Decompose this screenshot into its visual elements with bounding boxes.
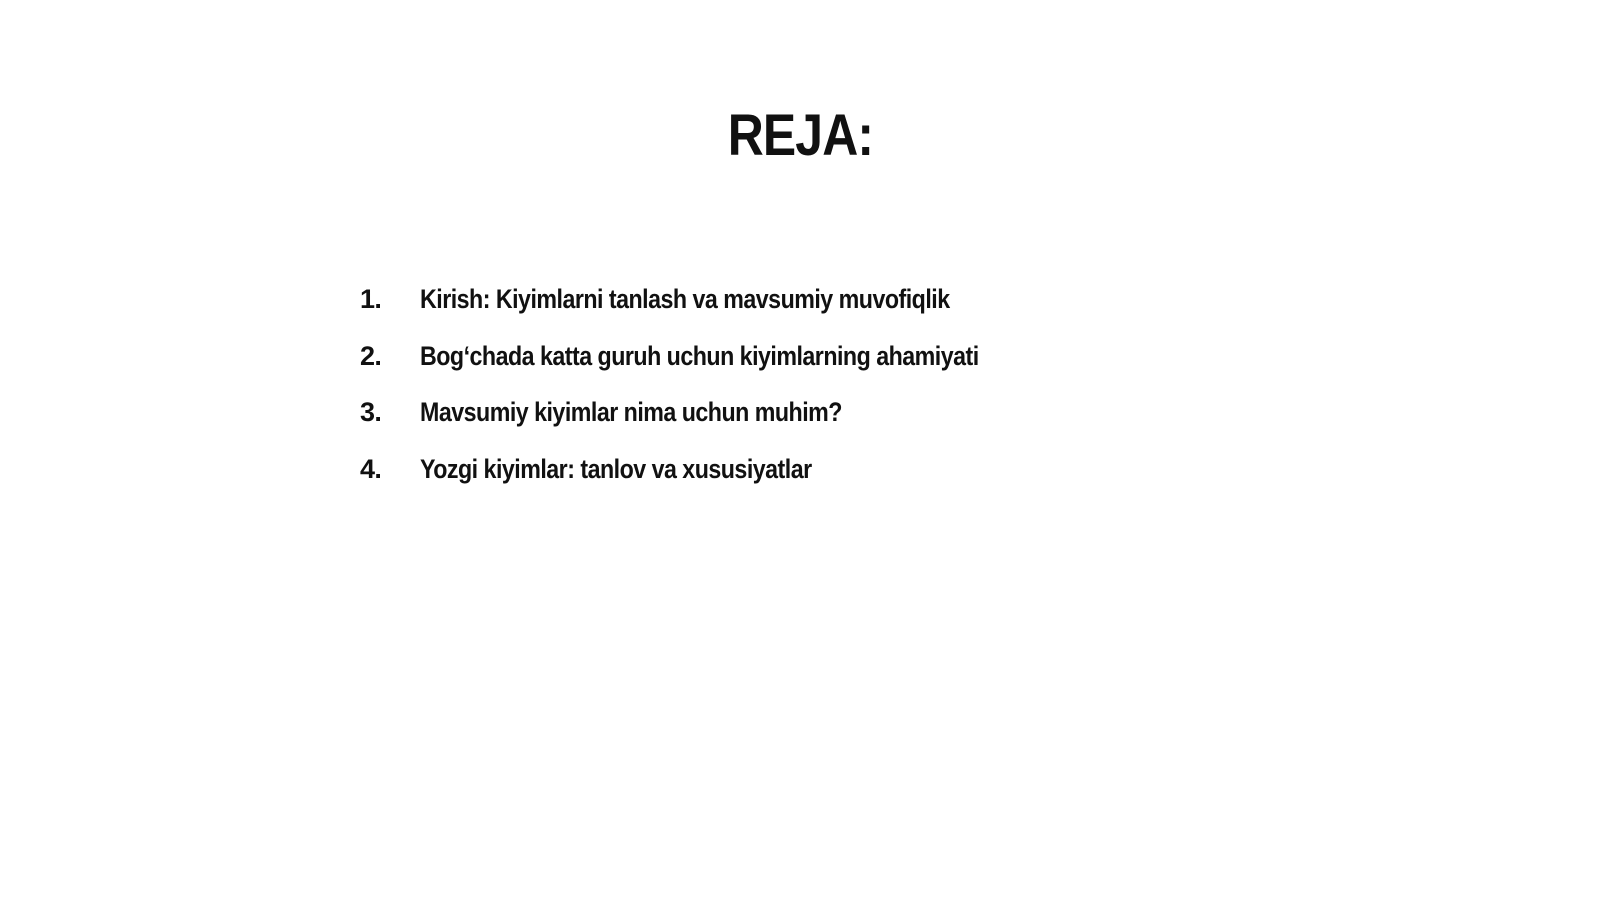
agenda-item-4 [360,454,1070,511]
agenda-item-text: Kirish: Kiyimlarni tanlash va mavsumiy muvofiqlik [420,284,950,314]
agenda-item-3 [360,397,1070,454]
agenda-item-number: 4. [360,453,382,484]
agenda-list [360,284,1070,510]
agenda-item-2 [360,341,1070,398]
agenda-item-number: 2. [360,340,382,371]
slide-title: REJA: [727,103,874,168]
agenda-item-text: Bog‘chada katta guruh uchun kiyimlarning ahamiyati [420,340,979,371]
agenda-item-text: Yozgi kiyimlar: tanlov va xususiyatlar [420,453,812,484]
agenda-item-number: 3. [360,397,382,427]
agenda-item-number: 1. [360,284,382,314]
agenda-item-1 [360,284,1070,341]
agenda-item-text: Mavsumiy kiyimlar nima uchun muhim? [420,397,842,427]
